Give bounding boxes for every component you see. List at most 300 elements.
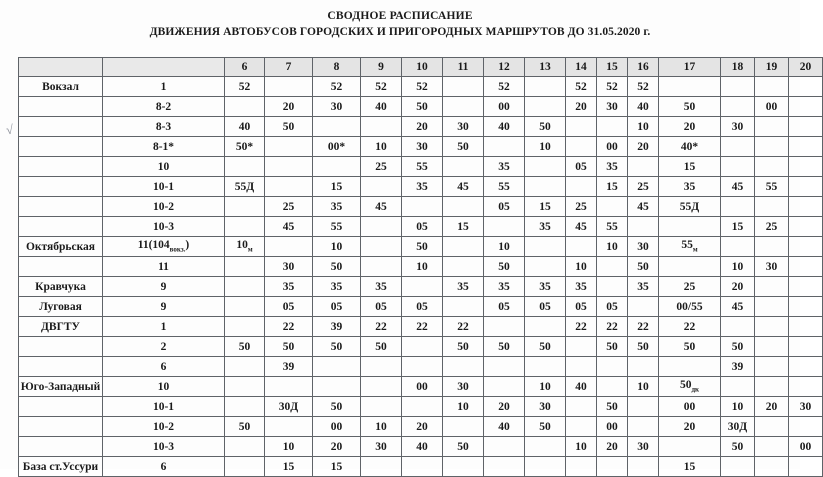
departure-time-cell bbox=[402, 277, 443, 297]
departure-time-cell: 50 bbox=[659, 337, 721, 357]
stop-name-cell-empty bbox=[19, 117, 103, 137]
departure-time-cell bbox=[789, 257, 823, 277]
departure-time-cell: 25 bbox=[755, 217, 789, 237]
departure-time-cell bbox=[659, 257, 721, 277]
departure-time-cell bbox=[361, 257, 402, 277]
departure-time-cell: 10 bbox=[525, 137, 566, 157]
departure-time-cell: 50 bbox=[597, 397, 628, 417]
departure-time-cell bbox=[755, 377, 789, 397]
departure-time-cell: 35 bbox=[402, 177, 443, 197]
departure-time-cell bbox=[484, 137, 525, 157]
departure-time-cell: 15 bbox=[659, 157, 721, 177]
departure-time-cell: 20 bbox=[628, 137, 659, 157]
departure-time-cell: 40 bbox=[402, 437, 443, 457]
departure-time-cell: 20 bbox=[402, 117, 443, 137]
departure-time-cell bbox=[313, 157, 361, 177]
departure-time-cell bbox=[789, 297, 823, 317]
departure-time-cell bbox=[789, 217, 823, 237]
departure-time-cell bbox=[361, 457, 402, 477]
departure-time-cell bbox=[525, 77, 566, 97]
header-hour-8: 8 bbox=[313, 58, 361, 77]
departure-time-cell: 05 bbox=[402, 217, 443, 237]
stop-name-cell-empty bbox=[19, 337, 103, 357]
departure-time-cell bbox=[525, 317, 566, 337]
departure-time-cell bbox=[628, 297, 659, 317]
table-row bbox=[19, 157, 823, 177]
header-hour-9: 9 bbox=[361, 58, 402, 77]
departure-time-cell: 00 bbox=[313, 417, 361, 437]
departure-time-cell bbox=[789, 417, 823, 437]
departure-time-cell: 05 bbox=[597, 297, 628, 317]
departure-time-cell: 10 bbox=[628, 117, 659, 137]
departure-time-cell: 40 bbox=[628, 97, 659, 117]
departure-time-cell bbox=[484, 317, 525, 337]
departure-time-cell: 20 bbox=[313, 437, 361, 457]
departure-time-cell: 00* bbox=[313, 137, 361, 157]
departure-time-cell bbox=[566, 137, 597, 157]
table-row bbox=[19, 197, 823, 217]
departure-time-cell: 30 bbox=[361, 437, 402, 457]
stop-name-cell-empty bbox=[19, 397, 103, 417]
departure-time-cell bbox=[566, 397, 597, 417]
departure-time-cell: 22 bbox=[265, 317, 313, 337]
stop-name-cell: Вокзал bbox=[19, 77, 103, 97]
departure-time-cell bbox=[721, 157, 755, 177]
document-title-block bbox=[0, 0, 800, 40]
departure-time-cell: 35 bbox=[484, 157, 525, 177]
departure-time-cell bbox=[789, 357, 823, 377]
departure-time-cell bbox=[721, 77, 755, 97]
departure-time-cell bbox=[265, 417, 313, 437]
departure-time-cell: 22 bbox=[597, 317, 628, 337]
departure-time-cell bbox=[525, 237, 566, 257]
departure-time-cell: 45 bbox=[443, 177, 484, 197]
departure-time-cell bbox=[225, 97, 265, 117]
route-number-cell: 6 bbox=[103, 457, 225, 477]
stop-name-cell-empty bbox=[19, 417, 103, 437]
header-hour-14: 14 bbox=[566, 58, 597, 77]
departure-time-cell bbox=[789, 277, 823, 297]
route-number-cell: 10-1 bbox=[103, 177, 225, 197]
departure-time-cell: 50 bbox=[313, 337, 361, 357]
departure-time-cell bbox=[265, 377, 313, 397]
departure-time-cell: 30 bbox=[789, 397, 823, 417]
departure-time-cell bbox=[789, 457, 823, 477]
route-number-cell: 8-3 bbox=[103, 117, 225, 137]
header-hour-13: 13 bbox=[525, 58, 566, 77]
departure-time-cell: 55Д bbox=[225, 177, 265, 197]
departure-time-cell: 15 bbox=[597, 177, 628, 197]
departure-time-cell: 50 bbox=[597, 337, 628, 357]
stop-name-cell-empty bbox=[19, 357, 103, 377]
departure-time-cell: 15 bbox=[265, 457, 313, 477]
table-row bbox=[19, 77, 823, 97]
departure-time-cell bbox=[597, 457, 628, 477]
route-number-cell: 8-2 bbox=[103, 97, 225, 117]
departure-time-cell: 40 bbox=[361, 97, 402, 117]
route-number-cell: 10-1 bbox=[103, 397, 225, 417]
departure-time-cell: 40* bbox=[659, 137, 721, 157]
table-row bbox=[19, 337, 823, 357]
departure-time-cell: 45 bbox=[265, 217, 313, 237]
departure-time-cell: 05 bbox=[566, 157, 597, 177]
departure-time-cell bbox=[755, 457, 789, 477]
departure-time-cell: 25 bbox=[659, 277, 721, 297]
route-number-cell: 6 bbox=[103, 357, 225, 377]
departure-time-cell bbox=[361, 397, 402, 417]
departure-time-cell: 15 bbox=[659, 457, 721, 477]
departure-time-cell: 35 bbox=[265, 277, 313, 297]
header-hour-16: 16 bbox=[628, 58, 659, 77]
departure-time-cell: 30Д bbox=[265, 397, 313, 417]
departure-time-cell bbox=[484, 217, 525, 237]
departure-time-cell: 30Д bbox=[721, 417, 755, 437]
departure-time-cell bbox=[361, 217, 402, 237]
departure-time-cell bbox=[789, 317, 823, 337]
departure-time-cell bbox=[566, 337, 597, 357]
departure-time-cell: 30 bbox=[597, 97, 628, 117]
departure-time-cell bbox=[628, 217, 659, 237]
departure-time-cell: 52 bbox=[597, 77, 628, 97]
route-number-cell: 10 bbox=[103, 157, 225, 177]
departure-time-cell bbox=[789, 237, 823, 257]
table-row bbox=[19, 437, 823, 457]
departure-time-cell bbox=[484, 457, 525, 477]
departure-time-cell: 25 bbox=[628, 177, 659, 197]
departure-time-cell: 10 bbox=[361, 137, 402, 157]
departure-time-cell bbox=[443, 237, 484, 257]
table-row bbox=[19, 297, 823, 317]
departure-time-cell bbox=[789, 97, 823, 117]
departure-time-cell bbox=[525, 257, 566, 277]
departure-time-cell: 55 bbox=[597, 217, 628, 237]
departure-time-cell: 10 bbox=[721, 257, 755, 277]
departure-time-cell: 30 bbox=[628, 237, 659, 257]
schedule-table bbox=[18, 57, 823, 477]
route-number-cell: 2 bbox=[103, 337, 225, 357]
table-row bbox=[19, 377, 823, 397]
departure-time-cell: 15 bbox=[525, 197, 566, 217]
departure-time-cell: 15 bbox=[443, 217, 484, 237]
route-number-cell: 9 bbox=[103, 277, 225, 297]
departure-time-cell: 25 bbox=[265, 197, 313, 217]
departure-time-cell bbox=[721, 457, 755, 477]
route-subscript: вокз. bbox=[169, 245, 186, 254]
header-hour-17: 17 bbox=[659, 58, 721, 77]
departure-time-cell bbox=[402, 397, 443, 417]
departure-time-cell: 50 bbox=[628, 337, 659, 357]
departure-time-cell: 05 bbox=[313, 297, 361, 317]
departure-time-cell: 55 bbox=[755, 177, 789, 197]
route-number-cell: $11(104_{вокз.})$ bbox=[103, 237, 225, 257]
departure-time-cell: 05 bbox=[525, 297, 566, 317]
departure-time-cell bbox=[443, 297, 484, 317]
departure-time-cell bbox=[755, 237, 789, 257]
departure-time-cell: 35 bbox=[597, 157, 628, 177]
header-hour-6: 6 bbox=[225, 58, 265, 77]
route-number-cell: 10-2 bbox=[103, 197, 225, 217]
departure-time-cell: 50 bbox=[361, 337, 402, 357]
departure-time-cell bbox=[361, 357, 402, 377]
departure-time-cell: 45 bbox=[721, 297, 755, 317]
departure-time-cell bbox=[525, 97, 566, 117]
time-subscript: м bbox=[247, 245, 253, 254]
stop-name-cell: Октябрьская bbox=[19, 237, 103, 257]
departure-time-cell: 50 bbox=[525, 117, 566, 137]
departure-time-cell: 50 bbox=[265, 337, 313, 357]
departure-time-cell: 15 bbox=[313, 177, 361, 197]
departure-time-cell: $55_м$ bbox=[659, 237, 721, 257]
departure-time-cell bbox=[225, 377, 265, 397]
time-subscript: м bbox=[692, 245, 698, 254]
departure-time-cell: 52 bbox=[402, 77, 443, 97]
departure-time-cell: 25 bbox=[566, 197, 597, 217]
departure-time-cell: 30 bbox=[443, 117, 484, 137]
departure-time-cell bbox=[721, 317, 755, 337]
departure-time-cell: 55 bbox=[484, 177, 525, 197]
stop-name-cell-empty bbox=[19, 217, 103, 237]
departure-time-cell: 30 bbox=[265, 257, 313, 277]
departure-time-cell: 39 bbox=[721, 357, 755, 377]
departure-time-cell: 35 bbox=[484, 277, 525, 297]
stop-name-cell-empty bbox=[19, 97, 103, 117]
stop-name-cell-empty bbox=[19, 157, 103, 177]
departure-time-cell bbox=[361, 117, 402, 137]
departure-time-cell: 55 bbox=[313, 217, 361, 237]
header-hour-7: 7 bbox=[265, 58, 313, 77]
departure-time-cell bbox=[566, 457, 597, 477]
departure-time-cell bbox=[443, 357, 484, 377]
departure-time-cell bbox=[443, 417, 484, 437]
stop-name-cell: Кравчука bbox=[19, 277, 103, 297]
departure-time-cell bbox=[597, 117, 628, 137]
departure-time-cell bbox=[789, 117, 823, 137]
departure-time-cell: 35 bbox=[566, 277, 597, 297]
departure-time-cell: 25 bbox=[361, 157, 402, 177]
table-row bbox=[19, 397, 823, 417]
stop-name-cell: Юго-Западный bbox=[19, 377, 103, 397]
departure-time-cell bbox=[721, 137, 755, 157]
departure-time-cell: 30 bbox=[443, 377, 484, 397]
table-row bbox=[19, 137, 823, 157]
table-header-row bbox=[19, 58, 823, 77]
departure-time-cell: 52 bbox=[566, 77, 597, 97]
departure-time-cell bbox=[443, 197, 484, 217]
departure-time-cell: 39 bbox=[265, 357, 313, 377]
departure-time-cell bbox=[443, 157, 484, 177]
departure-time-cell: 22 bbox=[402, 317, 443, 337]
departure-time-cell: 50 bbox=[659, 97, 721, 117]
departure-time-cell: 30 bbox=[628, 437, 659, 457]
departure-time-cell: $50_{дк}$ bbox=[659, 377, 721, 397]
schedule-table-body bbox=[19, 58, 823, 477]
departure-time-cell: 50* bbox=[225, 137, 265, 157]
departure-time-cell bbox=[313, 357, 361, 377]
departure-time-cell bbox=[402, 197, 443, 217]
departure-time-cell: 20 bbox=[597, 437, 628, 457]
departure-time-cell: 22 bbox=[361, 317, 402, 337]
departure-time-cell bbox=[225, 357, 265, 377]
departure-time-cell bbox=[484, 377, 525, 397]
departure-time-cell bbox=[443, 257, 484, 277]
departure-time-cell: 30 bbox=[313, 97, 361, 117]
departure-time-cell bbox=[659, 77, 721, 97]
departure-time-cell bbox=[566, 237, 597, 257]
departure-time-cell bbox=[525, 357, 566, 377]
departure-time-cell bbox=[755, 137, 789, 157]
departure-time-cell bbox=[525, 437, 566, 457]
departure-time-cell bbox=[313, 117, 361, 137]
header-stop-column bbox=[19, 58, 103, 77]
departure-time-cell: 52 bbox=[484, 77, 525, 97]
stop-name-cell: База ст.Уссури bbox=[19, 457, 103, 477]
departure-time-cell bbox=[789, 77, 823, 97]
departure-time-cell bbox=[484, 437, 525, 457]
table-row bbox=[19, 257, 823, 277]
departure-time-cell: 20 bbox=[721, 277, 755, 297]
departure-time-cell bbox=[402, 337, 443, 357]
departure-time-cell bbox=[225, 217, 265, 237]
departure-time-cell: 35 bbox=[525, 277, 566, 297]
departure-time-cell bbox=[659, 357, 721, 377]
departure-time-cell bbox=[755, 277, 789, 297]
departure-time-cell bbox=[225, 437, 265, 457]
departure-time-cell: 30 bbox=[721, 117, 755, 137]
departure-time-cell bbox=[225, 297, 265, 317]
departure-time-cell: 20 bbox=[755, 397, 789, 417]
table-row bbox=[19, 117, 823, 137]
departure-time-cell bbox=[755, 337, 789, 357]
header-hour-10: 10 bbox=[402, 58, 443, 77]
departure-time-cell: 50 bbox=[225, 337, 265, 357]
departure-time-cell: 35 bbox=[313, 197, 361, 217]
departure-time-cell bbox=[789, 337, 823, 357]
departure-time-cell bbox=[597, 197, 628, 217]
departure-time-cell bbox=[789, 377, 823, 397]
departure-time-cell bbox=[755, 357, 789, 377]
departure-time-cell bbox=[313, 377, 361, 397]
header-hour-15: 15 bbox=[597, 58, 628, 77]
departure-time-cell: 52 bbox=[628, 77, 659, 97]
departure-time-cell: 45 bbox=[628, 197, 659, 217]
departure-time-cell: 22 bbox=[443, 317, 484, 337]
departure-time-cell: 50 bbox=[525, 337, 566, 357]
departure-time-cell bbox=[755, 417, 789, 437]
departure-time-cell: 10 bbox=[597, 237, 628, 257]
departure-time-cell: 10 bbox=[484, 237, 525, 257]
departure-time-cell bbox=[265, 237, 313, 257]
stop-name-cell: Луговая bbox=[19, 297, 103, 317]
departure-time-cell: 05 bbox=[484, 197, 525, 217]
departure-time-cell: 35 bbox=[361, 277, 402, 297]
departure-time-cell: 20 bbox=[659, 117, 721, 137]
departure-time-cell bbox=[755, 117, 789, 137]
departure-time-cell: 50 bbox=[484, 337, 525, 357]
departure-time-cell: 35 bbox=[443, 277, 484, 297]
table-row bbox=[19, 357, 823, 377]
departure-time-cell bbox=[755, 197, 789, 217]
departure-time-cell bbox=[789, 137, 823, 157]
table-row bbox=[19, 237, 823, 257]
route-number-cell: 11 bbox=[103, 257, 225, 277]
departure-time-cell bbox=[361, 377, 402, 397]
departure-time-cell bbox=[484, 357, 525, 377]
route-number-cell: 1 bbox=[103, 77, 225, 97]
departure-time-cell: 00 bbox=[755, 97, 789, 117]
departure-time-cell: 40 bbox=[484, 417, 525, 437]
departure-time-cell bbox=[225, 257, 265, 277]
departure-time-cell: 30 bbox=[525, 397, 566, 417]
departure-time-cell bbox=[361, 237, 402, 257]
departure-time-cell: 45 bbox=[566, 217, 597, 237]
departure-time-cell: $10_м$ bbox=[225, 237, 265, 257]
departure-time-cell bbox=[265, 77, 313, 97]
departure-time-cell: 10 bbox=[313, 237, 361, 257]
departure-time-cell bbox=[225, 397, 265, 417]
departure-time-cell: 35 bbox=[313, 277, 361, 297]
header-hour-11: 11 bbox=[443, 58, 484, 77]
departure-time-cell: 10 bbox=[525, 377, 566, 397]
departure-time-cell bbox=[659, 217, 721, 237]
page-subtitle: ДВИЖЕНИЯ АВТОБУСОВ ГОРОДСКИХ И ПРИГОРОДНЫХ МАРШРУТОВ ДО 31.05.2020 г. bbox=[149, 25, 651, 38]
departure-time-cell bbox=[566, 357, 597, 377]
departure-time-cell bbox=[789, 157, 823, 177]
departure-time-cell bbox=[628, 417, 659, 437]
departure-time-cell: 00 bbox=[484, 97, 525, 117]
departure-time-cell bbox=[225, 197, 265, 217]
stop-name-cell-empty bbox=[19, 437, 103, 457]
departure-time-cell: 50 bbox=[443, 437, 484, 457]
departure-time-cell: 15 bbox=[721, 217, 755, 237]
table-row bbox=[19, 417, 823, 437]
stop-name-cell-empty bbox=[19, 257, 103, 277]
departure-time-cell: 50 bbox=[225, 417, 265, 437]
departure-time-cell: 50 bbox=[484, 257, 525, 277]
departure-time-cell: 05 bbox=[265, 297, 313, 317]
departure-time-cell bbox=[628, 457, 659, 477]
departure-time-cell bbox=[225, 277, 265, 297]
departure-time-cell bbox=[597, 277, 628, 297]
departure-time-cell: 50 bbox=[265, 117, 313, 137]
departure-time-cell: 00/55 bbox=[659, 297, 721, 317]
departure-time-cell: 45 bbox=[361, 197, 402, 217]
departure-time-cell: 50 bbox=[525, 417, 566, 437]
departure-time-cell bbox=[755, 317, 789, 337]
departure-time-cell: 40 bbox=[566, 377, 597, 397]
departure-time-cell: 10 bbox=[566, 257, 597, 277]
departure-time-cell: 50 bbox=[628, 257, 659, 277]
departure-time-cell bbox=[443, 97, 484, 117]
table-row bbox=[19, 277, 823, 297]
table-row bbox=[19, 97, 823, 117]
route-number-cell: 1 bbox=[103, 317, 225, 337]
departure-time-cell: 30 bbox=[402, 137, 443, 157]
departure-time-cell: 20 bbox=[402, 417, 443, 437]
departure-time-cell: 10 bbox=[721, 397, 755, 417]
departure-time-cell bbox=[628, 397, 659, 417]
departure-time-cell: 52 bbox=[313, 77, 361, 97]
departure-time-cell: 35 bbox=[659, 177, 721, 197]
departure-time-cell: 20 bbox=[659, 417, 721, 437]
departure-time-cell bbox=[566, 117, 597, 137]
departure-time-cell bbox=[525, 457, 566, 477]
departure-time-cell: 05 bbox=[484, 297, 525, 317]
departure-time-cell bbox=[225, 317, 265, 337]
departure-time-cell bbox=[225, 457, 265, 477]
departure-time-cell: 22 bbox=[628, 317, 659, 337]
route-number-cell: 9 bbox=[103, 297, 225, 317]
departure-time-cell bbox=[755, 77, 789, 97]
